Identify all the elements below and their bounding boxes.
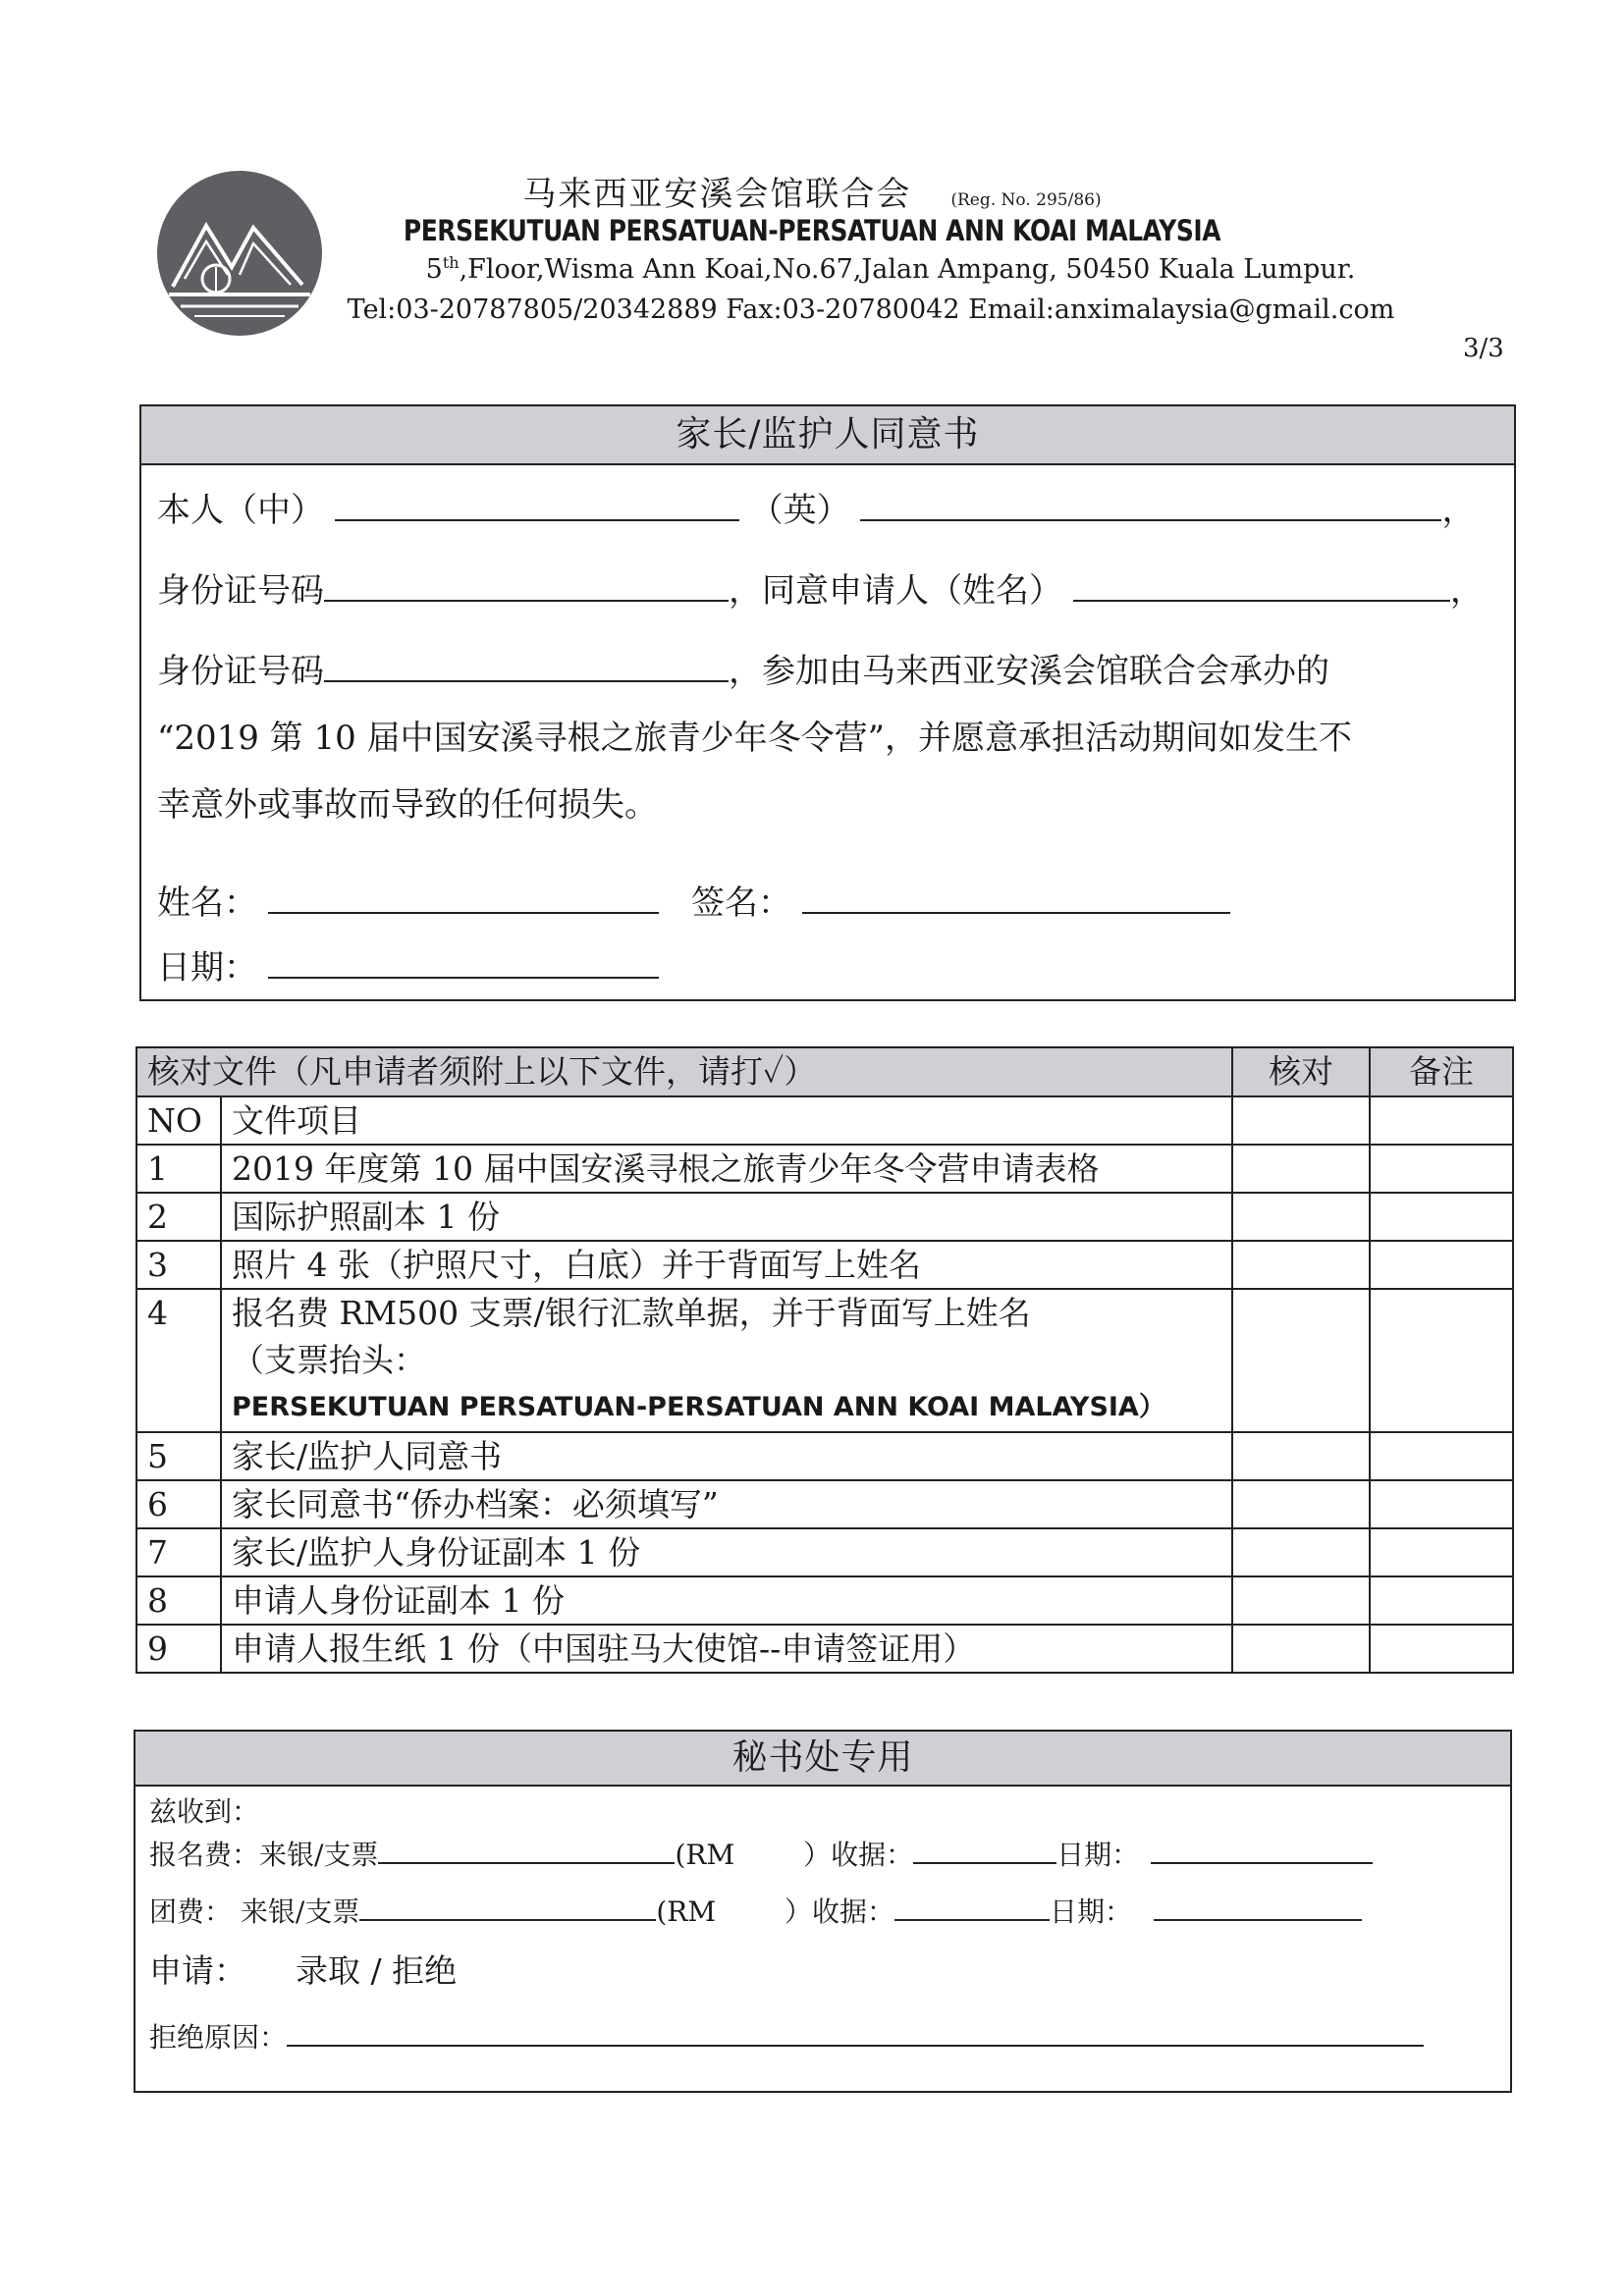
comma-1: ，	[1441, 491, 1476, 530]
sig-name-label: 姓名：	[157, 883, 257, 923]
group-fee-cheque-field[interactable]	[359, 1897, 656, 1921]
address-sup: th	[442, 253, 460, 272]
address-prefix: 5	[425, 254, 443, 285]
item-header: 文件项目	[221, 1096, 1232, 1145]
org-name-cn	[0, 167, 1624, 215]
consent-line-3	[157, 644, 1329, 692]
sig-name-field[interactable]	[268, 882, 659, 914]
item-no: 3	[136, 1241, 221, 1289]
checklist-title: 核对文件（凡申请者须附上以下文件，请打✓）	[136, 1047, 1232, 1096]
item-no: 2	[136, 1193, 221, 1241]
group-fee-label: 团费： 来银/支票	[149, 1896, 360, 1928]
fee-date-label: 日期：	[1056, 1839, 1140, 1871]
group-fee-receipt-field[interactable]	[894, 1897, 1050, 1921]
consent-line-1	[157, 483, 1475, 531]
remark-cell[interactable]	[1370, 1145, 1513, 1193]
office-title: 秘书处专用	[135, 1732, 1510, 1787]
reg-number: (Reg. No. 295/86)	[950, 190, 1102, 210]
document-checklist	[135, 1046, 1514, 1674]
name-en-field[interactable]	[860, 490, 1441, 521]
signature-sign	[691, 876, 1230, 924]
rm-close: ）收据：	[803, 1839, 914, 1871]
group-fee-date-label: 日期：	[1050, 1896, 1133, 1928]
item-no: 6	[136, 1480, 221, 1528]
check-cell[interactable]	[1232, 1241, 1370, 1289]
table-row	[136, 1576, 1513, 1625]
check-cell[interactable]	[1232, 1480, 1370, 1528]
item-no: 7	[136, 1528, 221, 1576]
name-en-label: （英）	[749, 491, 850, 530]
table-row	[136, 1528, 1513, 1576]
agree-label: ，同意申请人（姓名）	[729, 571, 1062, 611]
table-row	[136, 1241, 1513, 1289]
sig-sign-label: 签名：	[691, 883, 791, 923]
item-no: 8	[136, 1576, 221, 1625]
rm-close-2: ）收据：	[785, 1896, 895, 1928]
address	[0, 253, 1624, 285]
table-row	[136, 1432, 1513, 1480]
remark-cell[interactable]	[1370, 1241, 1513, 1289]
consent-form	[139, 404, 1516, 1001]
signature-date	[157, 940, 659, 988]
table-row	[136, 1480, 1513, 1528]
applicant-name-field[interactable]	[1073, 570, 1450, 602]
table-row	[136, 1096, 1513, 1145]
received-label: 兹收到：	[149, 1795, 260, 1828]
item-no: 9	[136, 1625, 221, 1673]
address-rest: ,Floor,Wisma Ann Koai,No.67,Jalan Ampang, 50450 Kuala Lumpur.	[459, 254, 1356, 285]
item-text: 照片 4 张（护照尺寸，白底）并于背面写上姓名	[221, 1241, 1232, 1289]
check-cell[interactable]	[1232, 1576, 1370, 1625]
org-name-cn-text: 马来西亚安溪会馆联合会	[522, 175, 912, 214]
ic-label: 身份证号码	[157, 571, 324, 611]
ic-field[interactable]	[324, 570, 729, 602]
reject-row	[149, 2016, 1424, 2056]
consent-line-2	[157, 563, 1484, 612]
check-cell[interactable]	[1232, 1145, 1370, 1193]
group-fee-row	[149, 1891, 1362, 1930]
item-text: 2019 年度第 10 届中国安溪寻根之旅青少年冬令营申请表格	[221, 1145, 1232, 1193]
contact-info: Tel:03-20787805/20342889 Fax:03-20780042 Email:anximalaysia@gmail.com	[347, 294, 1395, 325]
reject-reason-label: 拒绝原因：	[149, 2021, 288, 2054]
fee-row	[149, 1834, 1373, 1873]
check-cell[interactable]	[1232, 1289, 1370, 1432]
remark-cell[interactable]	[1370, 1480, 1513, 1528]
remark-cell[interactable]	[1370, 1193, 1513, 1241]
org-name-en: PERSEKUTUAN PERSATUAN-PERSATUAN ANN KOAI MALAYSIA	[403, 214, 1221, 247]
remark-header: 备注	[1370, 1047, 1513, 1096]
fee-date-field[interactable]	[1151, 1841, 1373, 1864]
fee-receipt-field[interactable]	[913, 1841, 1056, 1864]
comma-2: ，	[1449, 571, 1484, 611]
item-no: 1	[136, 1145, 221, 1193]
rm-open: (RM	[675, 1839, 735, 1871]
apply-row	[149, 1946, 457, 1992]
apply-label: 申请：	[149, 1951, 246, 1990]
rm-open-2: (RM	[656, 1896, 717, 1928]
item-text-3: PERSEKUTUAN PERSATUAN-PERSATUAN ANN KOAI MALAYSIA）	[232, 1392, 1165, 1422]
check-cell[interactable]	[1232, 1528, 1370, 1576]
sig-date-label: 日期：	[157, 948, 257, 988]
signature-line	[157, 876, 659, 924]
fee-label: 报名费：来银/支票	[149, 1839, 379, 1871]
table-row	[136, 1625, 1513, 1673]
consent-line-5: 幸意外或事故而导致的任何损失。	[157, 785, 658, 825]
item-text: 家长同意书“侨办档案：必须填写”	[221, 1480, 1232, 1528]
item-text: 家长/监护人身份证副本 1 份	[221, 1528, 1232, 1576]
office-use-box	[134, 1730, 1512, 2093]
item-text: 申请人身份证副本 1 份	[221, 1576, 1232, 1625]
consent-title: 家长/监护人同意书	[141, 406, 1514, 465]
item-text: 申请人报生纸 1 份（中国驻马大使馆--申请签证用）	[221, 1625, 1232, 1673]
item-text-multiline	[221, 1289, 1232, 1432]
table-row	[136, 1145, 1513, 1193]
ic-label-2: 身份证号码	[157, 652, 324, 691]
consent-line-4: “2019 第 10 届中国安溪寻根之旅青少年冬令营”，并愿意承担活动期间如发生不	[157, 719, 1352, 758]
applicant-ic-field[interactable]	[324, 651, 729, 682]
apply-options: 录取 / 拒绝	[296, 1951, 458, 1990]
remark-cell[interactable]	[1370, 1576, 1513, 1625]
remark-cell[interactable]	[1370, 1625, 1513, 1673]
check-cell[interactable]	[1232, 1193, 1370, 1241]
item-no: 4	[136, 1289, 221, 1432]
no-header: NO	[136, 1096, 221, 1145]
fee-cheque-field[interactable]	[378, 1841, 675, 1864]
check-cell[interactable]	[1232, 1432, 1370, 1480]
sig-sign-field[interactable]	[802, 882, 1230, 914]
name-cn-label: 本人（中）	[157, 491, 324, 530]
item-text: 报名费 RM500 支票/银行汇款单据，并于背面写上姓名	[232, 1294, 1031, 1332]
table-row	[136, 1193, 1513, 1241]
item-text: 国际护照副本 1 份	[221, 1193, 1232, 1241]
remark-cell[interactable]	[1370, 1096, 1513, 1145]
table-row	[136, 1289, 1513, 1432]
remark-cell[interactable]	[1370, 1528, 1513, 1576]
reject-reason-field[interactable]	[287, 2023, 1424, 2047]
item-text: 家长/监护人同意书	[221, 1432, 1232, 1480]
check-cell[interactable]	[1232, 1096, 1370, 1145]
item-text-2: （支票抬头：	[232, 1341, 426, 1379]
check-header: 核对	[1232, 1047, 1370, 1096]
join-text: ，参加由马来西亚安溪会馆联合会承办的	[729, 652, 1329, 691]
page-number: 3/3	[1463, 334, 1504, 363]
item-no: 5	[136, 1432, 221, 1480]
sig-date-field[interactable]	[268, 947, 659, 979]
group-fee-date-field[interactable]	[1154, 1897, 1362, 1921]
remark-cell[interactable]	[1370, 1289, 1513, 1432]
name-cn-field[interactable]	[335, 490, 739, 521]
remark-cell[interactable]	[1370, 1432, 1513, 1480]
checklist-header-row	[136, 1047, 1513, 1096]
check-cell[interactable]	[1232, 1625, 1370, 1673]
